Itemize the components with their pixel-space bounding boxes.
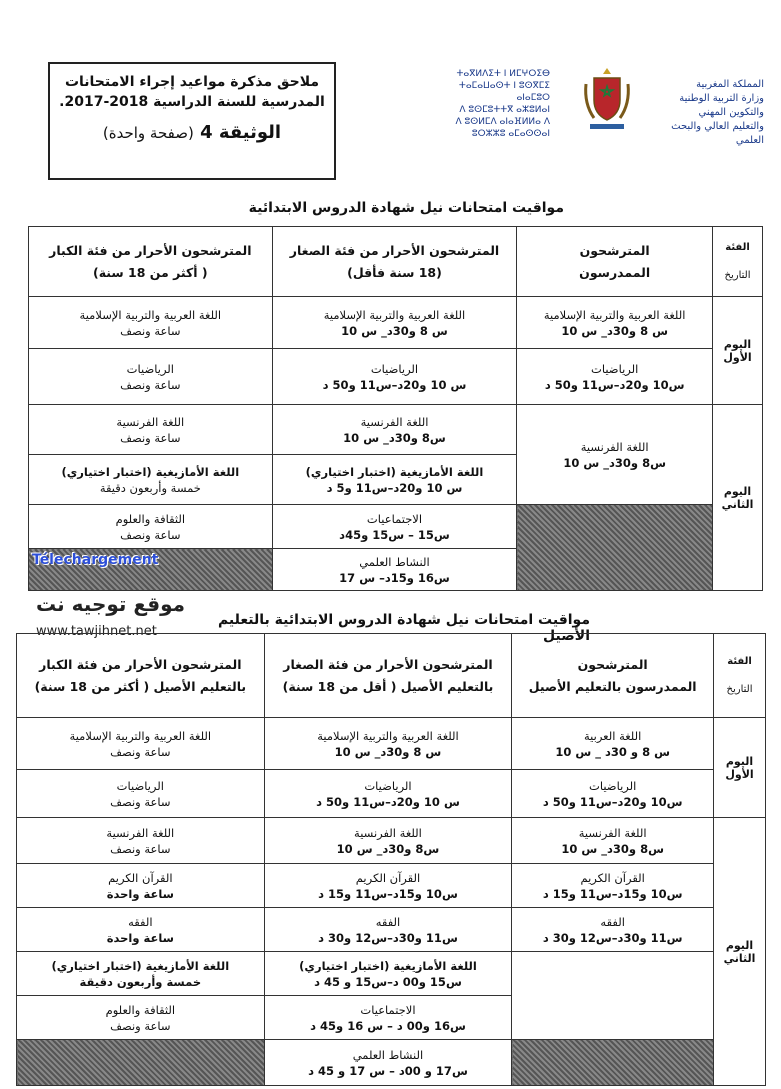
table-row — [17, 770, 766, 818]
empty-shaded-cell — [517, 505, 713, 591]
ministry-name — [640, 78, 764, 148]
table-cell — [17, 908, 265, 952]
table-row — [29, 405, 763, 455]
tifinagh-ministry-text — [440, 68, 550, 140]
day-cell-1: اليوم الأول — [714, 718, 766, 818]
table-cell — [272, 549, 517, 591]
table-header-row — [17, 634, 766, 718]
duration: ساعة ونصف — [110, 744, 171, 759]
header-line: المترشحون — [577, 656, 648, 672]
duration: ساعة ونصف — [110, 794, 171, 809]
subject: الرياضيات — [116, 778, 164, 793]
table-cell — [264, 996, 512, 1040]
table-row — [17, 864, 766, 908]
header-line: الممدرسون بالتعليم الأصيل — [528, 678, 697, 694]
subject: اللغة الأمازيغية (اختبار اختياري) — [51, 958, 230, 973]
subject: الرياضيات — [370, 361, 419, 376]
table-row — [17, 1040, 766, 1086]
header-line: ( أكثر من 18 سنة) — [93, 264, 208, 280]
time: س8 و30د_ س 10 — [561, 841, 664, 856]
subject: الثقافة والعلوم — [115, 511, 186, 526]
table-cell — [264, 818, 512, 864]
ministry-line: والتكوين المهني — [698, 107, 764, 118]
duration: ساعة واحدة — [106, 886, 174, 901]
subject: الفقه — [128, 914, 153, 929]
empty-cell — [512, 952, 714, 1040]
empty-shaded-cell — [17, 1040, 265, 1086]
time: س 8 و30د_ س 10 — [561, 323, 668, 338]
subject: اللغة العربية والتربية الإسلامية — [317, 728, 459, 743]
table-cell — [17, 718, 265, 770]
table-cell — [17, 770, 265, 818]
ministry-line: وزارة التربية الوطنية — [679, 93, 764, 104]
table-cell — [517, 405, 713, 505]
table-cell — [17, 864, 265, 908]
duration: ساعة ونصف — [120, 323, 181, 338]
subject: اللغة الأمازيغية (اختبار اختياري) — [299, 958, 477, 973]
table-row — [17, 952, 766, 996]
table-cell — [29, 297, 273, 349]
empty-shaded-cell — [512, 1040, 714, 1086]
table-cell — [264, 908, 512, 952]
col-header-free-adults — [17, 634, 265, 718]
duration: ساعة ونصف — [110, 1018, 171, 1033]
col-header-enrolled — [512, 634, 714, 718]
table-cell — [272, 405, 517, 455]
subject: القرآن الكريم — [355, 870, 421, 885]
subject: الرياضيات — [126, 361, 174, 376]
duration: ساعة واحدة — [106, 930, 174, 945]
document-pages: (صفحة واحدة) — [102, 124, 194, 142]
duration: ساعة ونصف — [120, 430, 181, 445]
subject: اللغة الفرنسية — [360, 414, 429, 429]
time: س11 و30د–س12 و30 د — [542, 930, 683, 945]
subject: النشاط العلمي — [359, 554, 430, 569]
time: س15 و00 د–س15 و 45 د — [314, 974, 462, 989]
subject: القرآن الكريم — [108, 870, 173, 885]
table-row — [29, 349, 763, 405]
watermark-url[interactable]: www.tawjihnet.net — [36, 624, 157, 639]
document-note-box — [48, 62, 336, 180]
table-cell — [512, 864, 714, 908]
table-cell — [17, 818, 265, 864]
time: س10 و20د–س11 و50 د — [542, 794, 683, 809]
col-header-enrolled — [517, 227, 713, 297]
header-line: الممدرسون — [579, 264, 651, 280]
header-line: المترشحون الأحرار من فئة الكبار — [39, 656, 242, 672]
time: س8 و30د_ س 10 — [563, 455, 666, 470]
table-row — [29, 505, 763, 549]
table-cell — [512, 718, 714, 770]
watermark-download: Télechargement — [32, 552, 159, 568]
time: س10 و20د–س11 و50 د — [544, 377, 685, 392]
section2-title: مواقيت امتحانات نيل شهادة الدروس الابتدائية بالتعليم الأصيل — [217, 612, 590, 644]
table-cell — [29, 349, 273, 405]
corner-cell — [714, 634, 766, 718]
ministry-line: المملكة المغربية — [696, 79, 764, 90]
table-row — [29, 297, 763, 349]
table-cell — [512, 770, 714, 818]
subject: اللغة الفرنسية — [354, 825, 422, 840]
schedule-table-primary — [28, 226, 763, 591]
table-cell — [272, 297, 517, 349]
table-row — [17, 908, 766, 952]
duration: خمسة وأربعون دقيقة — [79, 974, 202, 989]
table-cell — [272, 505, 517, 549]
time: س 8 و30د_ س 10 — [334, 744, 442, 759]
subject: الرياضيات — [364, 778, 412, 793]
table-cell — [264, 1040, 512, 1086]
table-cell — [517, 349, 713, 405]
col-header-free-young — [264, 634, 512, 718]
time: س 10 و20د–س11 و50 د — [316, 794, 460, 809]
day-cell-1: اليوم الأول — [713, 297, 763, 405]
table-cell — [512, 908, 714, 952]
header-line: (18 سنة فأقل) — [347, 264, 442, 280]
moroccan-emblem-icon — [582, 64, 632, 134]
duration: خمسة وأربعون دقيقة — [99, 480, 201, 495]
subject: الاجتماعيات — [360, 1002, 416, 1017]
subject: اللغة العربية والتربية الإسلامية — [79, 307, 222, 322]
time: س15 – س15 و45د — [339, 527, 450, 542]
subject: الفقه — [375, 914, 401, 929]
header-line: المترشحون الأحرار من فئة الصغار — [283, 656, 493, 672]
time: س 8 و 30د _ س 10 — [555, 744, 670, 759]
time: س16 و00 د – س 16 و45 د — [310, 1018, 466, 1033]
time: س 8 و30د_ س 10 — [341, 323, 448, 338]
time: س8 و30د_ س 10 — [343, 430, 446, 445]
col-header-free-adults — [29, 227, 273, 297]
table-cell — [517, 297, 713, 349]
document-label: الوثيقة 4 — [200, 122, 282, 143]
time: س10 و15د–س11 و15 د — [318, 886, 458, 901]
subject: القرآن الكريم — [580, 870, 645, 885]
subject: النشاط العلمي — [352, 1047, 424, 1062]
subject: الثقافة والعلوم — [105, 1002, 176, 1017]
document-number — [50, 122, 334, 143]
table-header-row — [29, 227, 763, 297]
header-line: المترشحون الأحرار من فئة الكبار — [49, 242, 252, 258]
tifinagh-line: ⵜⴰⴳⵍⴷⵉⵜ ⵏ ⵍⵎⵖⵔⵉⴱ — [456, 69, 550, 79]
subject: الفقه — [600, 914, 625, 929]
subject: الاجتماعيات — [366, 511, 423, 526]
header-line: بالتعليم الأصيل ( أكثر من 18 سنة) — [34, 678, 247, 694]
tifinagh-line: ⴷ ⵓⵙⵎⵓⵜⵜⴳ ⴰⵣⵓⵍⴰⵏ — [459, 105, 550, 115]
table-row — [17, 818, 766, 864]
time: س8 و30د_ س 10 — [336, 841, 440, 856]
date-label: التاريخ — [726, 683, 753, 695]
table-cell — [264, 952, 512, 996]
day-cell-2: اليوم الثاني — [713, 405, 763, 591]
header-line: بالتعليم الأصيل ( أقل من 18 سنة) — [282, 678, 494, 694]
time: س 10 و20د–س11 و50 د — [322, 377, 467, 392]
table-row — [17, 718, 766, 770]
day-cell-2: اليوم الثاني — [714, 818, 766, 1086]
section1-title: مواقيت امتحانات نيل شهادة الدروس الابتدائية — [248, 200, 564, 216]
table-cell — [272, 349, 517, 405]
subject: اللغة العربية والتربية الإسلامية — [323, 307, 466, 322]
subject: اللغة الفرنسية — [106, 825, 175, 840]
header-line: المترشحون الأحرار من فئة الصغار — [289, 242, 500, 258]
table-cell — [264, 718, 512, 770]
subject: اللغة الفرنسية — [116, 414, 185, 429]
table-cell — [29, 405, 273, 455]
tifinagh-line: ⵜⴰⵎⴰⵡⴰⵙⵜ ⵏ ⵓⵙⴳⵎⵉ ⴰⵏⴰⵎⵓⵔ — [458, 81, 550, 103]
col-header-free-young — [272, 227, 517, 297]
subject: اللغة الأمازيغية (اختبار اختياري) — [305, 464, 484, 479]
subject: اللغة العربية والتربية الإسلامية — [69, 728, 212, 743]
note-line-2: المدرسية للسنة الدراسية 2018-2017. — [59, 94, 325, 110]
table-cell — [264, 770, 512, 818]
time: س11 و30د–س12 و30 د — [318, 930, 458, 945]
time: س10 و15د–س11 و15 د — [542, 886, 683, 901]
subject: الرياضيات — [589, 778, 637, 793]
table-cell — [29, 455, 273, 505]
table-cell — [29, 505, 273, 549]
duration: ساعة ونصف — [120, 527, 181, 542]
table-cell — [264, 864, 512, 908]
category-label: الفئة — [725, 241, 750, 253]
note-line-1: ملاحق مذكرة مواعيد إجراء الامتحانات — [64, 74, 320, 90]
table-cell — [17, 952, 265, 996]
subject: اللغة الفرنسية — [580, 439, 649, 454]
time: س16 و15د– س 17 — [339, 570, 450, 585]
ministry-line: والتعليم العالي والبحث العلمي — [671, 121, 764, 146]
subject: الرياضيات — [591, 361, 639, 376]
category-label: الفئة — [727, 655, 752, 667]
subject: اللغة العربية — [584, 728, 642, 743]
date-label: التاريخ — [724, 269, 751, 281]
subject: اللغة العربية والتربية الإسلامية — [543, 307, 686, 322]
tifinagh-line: ⴷ ⵓⵙⵍⵎⴷ ⴰⵏⴰⴼⵍⵍⴰ ⴷ ⵓⵔⵣⵣⵓ ⴰⵎⴰⵙⵙⴰⵏ — [455, 117, 550, 139]
time: س 10 و20د–س11 و5 د — [326, 480, 463, 495]
subject: اللغة الأمازيغية (اختبار اختياري) — [61, 464, 240, 479]
duration: ساعة ونصف — [110, 841, 171, 856]
subject: اللغة الفرنسية — [578, 825, 647, 840]
table-cell — [17, 996, 265, 1040]
header-line: المترشحون — [579, 242, 650, 258]
watermark-site-name: موقع توجيه نت — [36, 592, 186, 616]
time: س17 و 00د – س 17 و 45 د — [308, 1063, 468, 1078]
table-cell — [272, 455, 517, 505]
schedule-table-traditional — [16, 633, 766, 1086]
table-cell — [512, 818, 714, 864]
corner-cell — [713, 227, 763, 297]
duration: ساعة ونصف — [120, 377, 181, 392]
